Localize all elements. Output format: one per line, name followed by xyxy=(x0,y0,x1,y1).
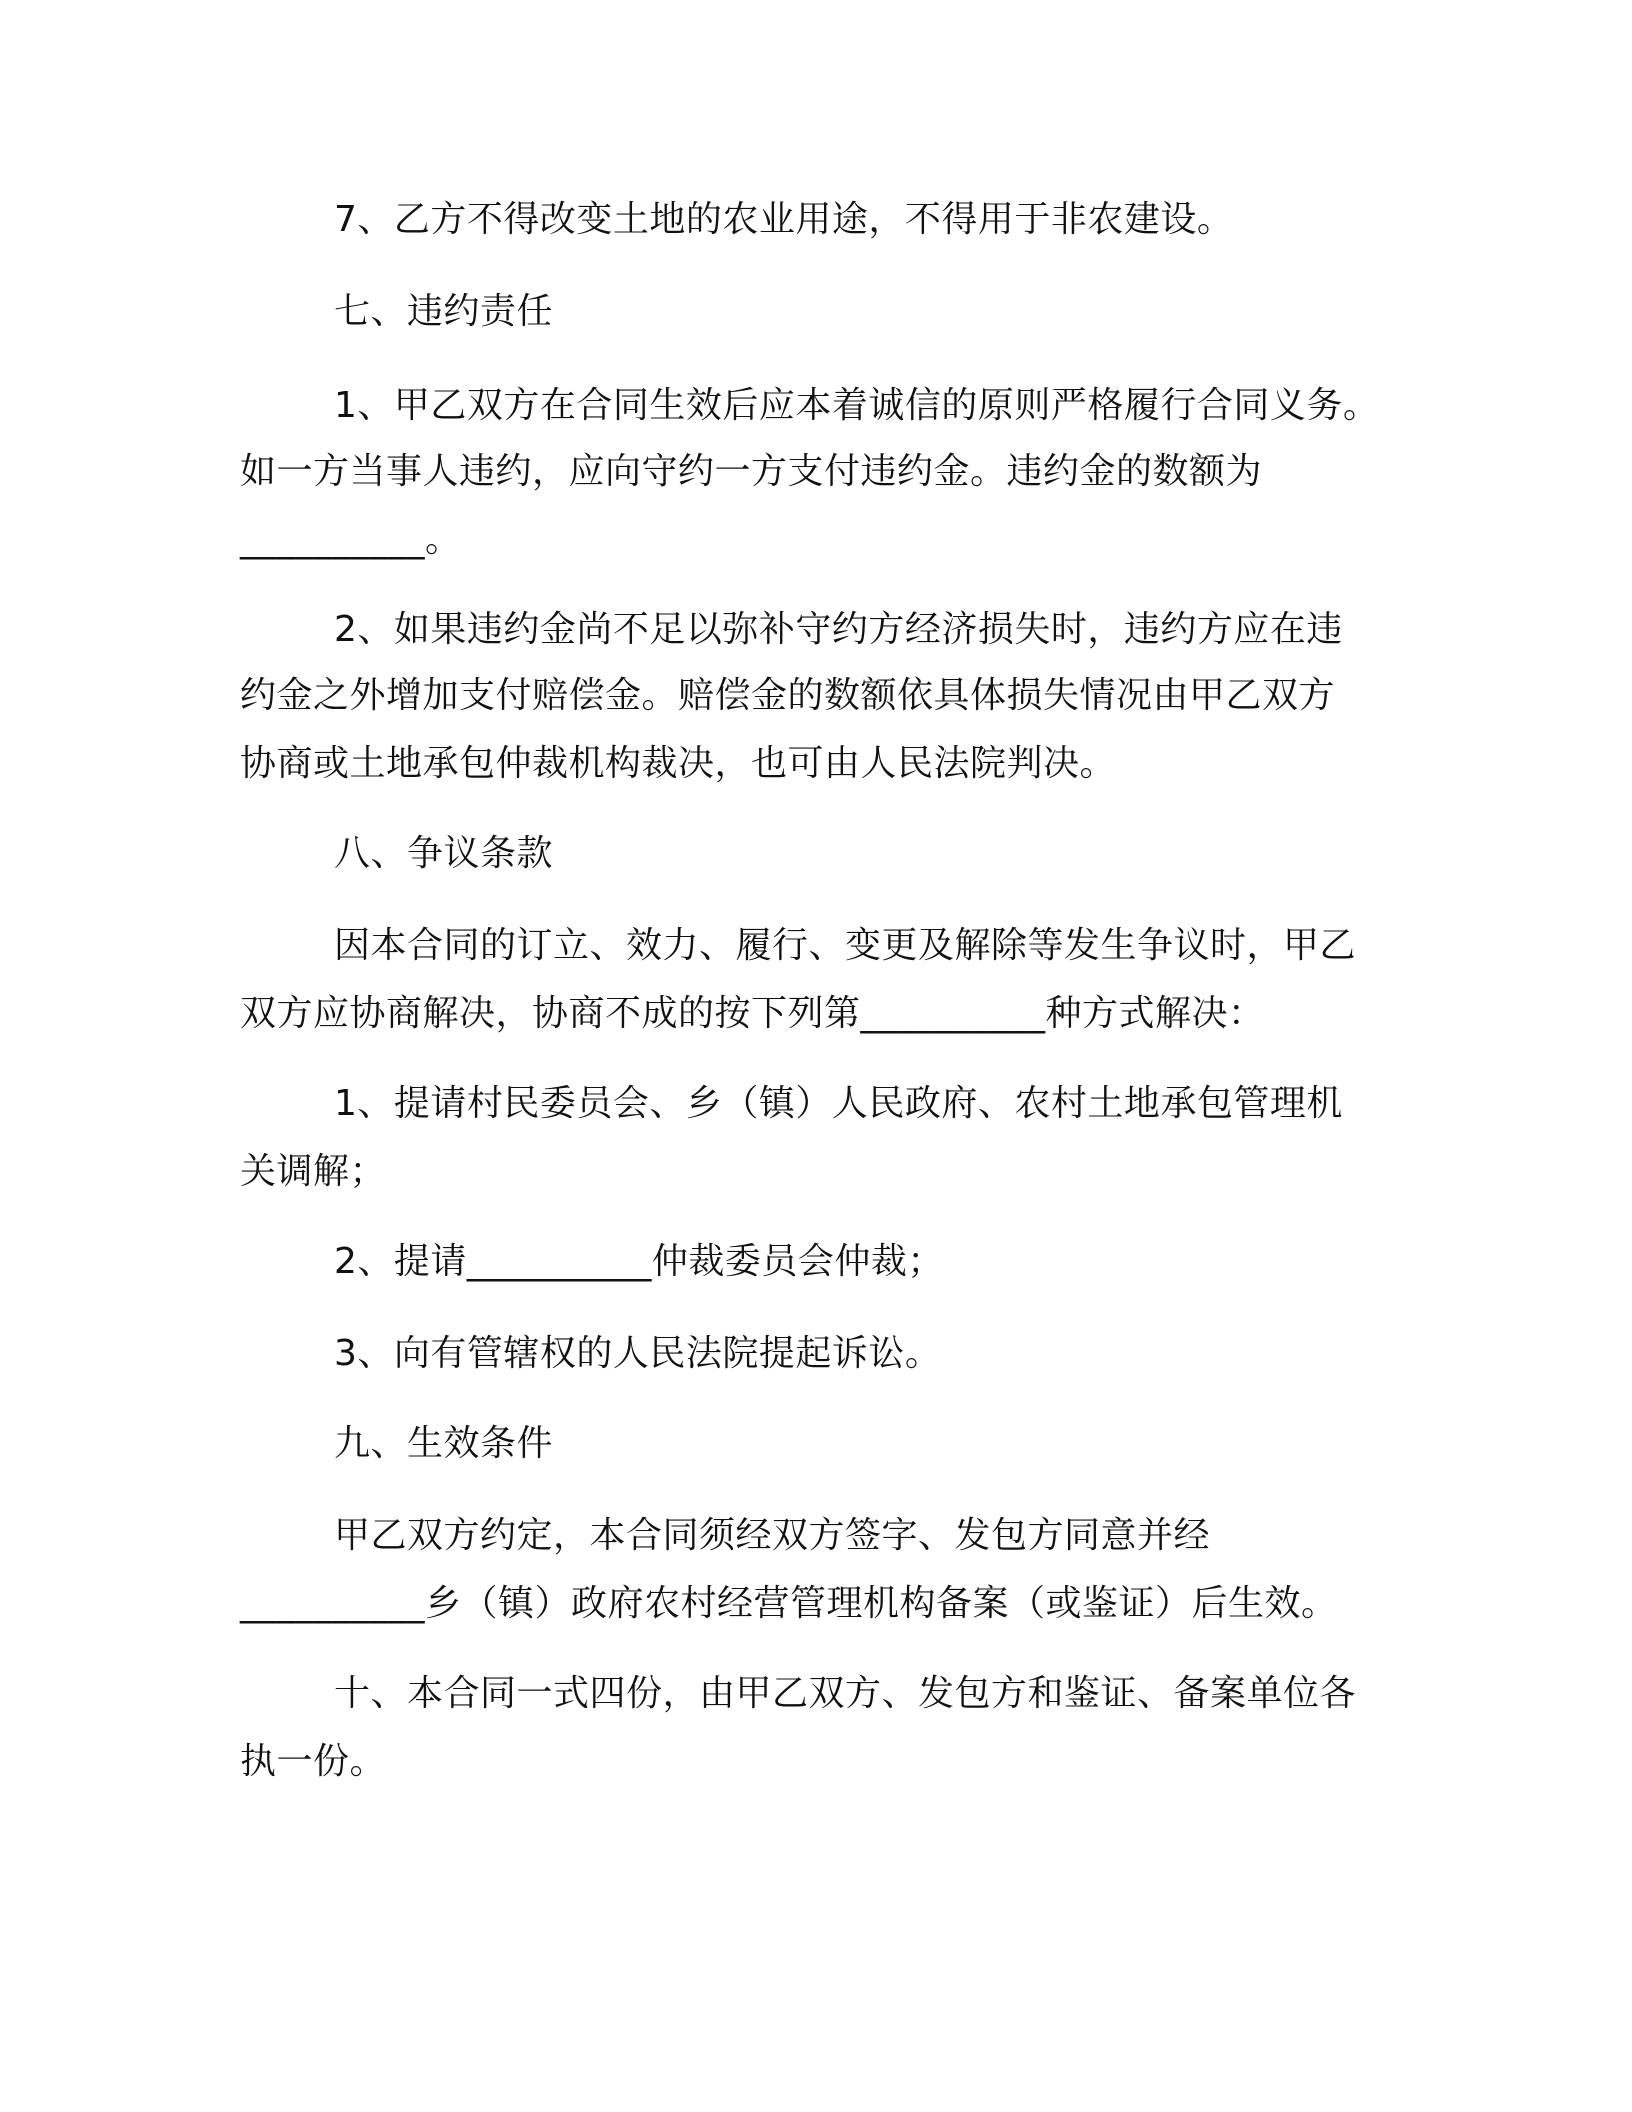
section-heading-dispute: 八、争议条款 xyxy=(334,833,554,874)
clause-7-line: 7、乙方不得改变土地的农业用途，不得用于非农建设。 xyxy=(334,199,1234,240)
breach-clause-2-line-2: 约金之外增加支付赔偿金。赔偿金的数额依具体损失情况由甲乙双方 xyxy=(240,675,1336,716)
copies-clause-line-1: 十、本合同一式四份，由甲乙双方、发包方和鉴证、备案单位各 xyxy=(334,1673,1357,1714)
breach-clause-1-line-3: __________。 xyxy=(240,519,462,560)
breach-clause-1-line-1: 1、甲乙双方在合同生效后应本着诚信的原则严格履行合同义务。 xyxy=(334,385,1380,426)
dispute-paragraph-line-1: 因本合同的订立、效力、履行、变更及解除等发生争议时，甲乙 xyxy=(334,925,1357,966)
dispute-option-3: 3、向有管辖权的人民法院提起诉讼。 xyxy=(334,1333,942,1374)
section-heading-effective-conditions: 九、生效条件 xyxy=(334,1423,554,1464)
dispute-option-1-line-2: 关调解； xyxy=(240,1151,387,1192)
effective-paragraph-line-2: __________乡（镇）政府农村经营管理机构备案（或鉴证）后生效。 xyxy=(240,1583,1338,1624)
breach-clause-1-line-2: 如一方当事人违约，应向守约一方支付违约金。违约金的数额为 xyxy=(240,451,1263,492)
dispute-paragraph-line-2: 双方应协商解决，协商不成的按下列第__________种方式解决： xyxy=(240,993,1265,1034)
copies-clause-line-2: 执一份。 xyxy=(240,1741,387,1782)
dispute-option-2: 2、提请__________仲裁委员会仲裁； xyxy=(334,1241,944,1282)
dispute-option-1-line-1: 1、提请村民委员会、乡（镇）人民政府、农村土地承包管理机 xyxy=(334,1083,1343,1124)
section-heading-breach-liability: 七、违约责任 xyxy=(334,291,554,332)
breach-clause-2-line-1: 2、如果违约金尚不足以弥补守约方经济损失时，违约方应在违 xyxy=(334,609,1343,650)
breach-clause-2-line-3: 协商或土地承包仲裁机构裁决，也可由人民法院判决。 xyxy=(240,743,1117,784)
effective-paragraph-line-1: 甲乙双方约定，本合同须经双方签字、发包方同意并经 xyxy=(334,1515,1211,1556)
